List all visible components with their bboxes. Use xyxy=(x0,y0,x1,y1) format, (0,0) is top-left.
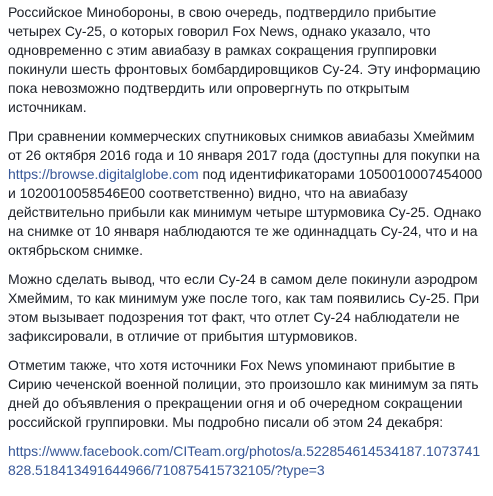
digitalglobe-link[interactable]: https://browse.digitalglobe.com xyxy=(8,166,199,182)
paragraph-satellite-text-start: При сравнении коммерческих спутниковых снимков авиабазы Хмеймим от 26 октября 2016 года и 10 января 2017 года (доступны для покупки на xyxy=(8,128,480,163)
paragraph-fox-news-sources: Отметим также, что хотя источники Fox News упоминают прибытие в Сирию чеченской военной полиции, это произошло как минимум за пять дней до объявления о прекращении огня и об очередном сокращении российской группировки. Мы подробно писали об этом 24 декабря: xyxy=(8,357,479,430)
paragraph-satellite-text-end: под идентификаторами 1050010007454000 и 1020010058546E00 соответственно) видно, что на авиабазу действительно прибыли как минимум четыре штурмовика Су-25. Однако на снимке от 10 января наблюдаются те же одиннадцать Су-24, что и на октябрьском снимке. xyxy=(8,166,483,258)
facebook-photo-link[interactable]: https://www.facebook.com/CITeam.org/photos/a.522854614534187.1073741828.518413491644966/710875415732105/?type=3 xyxy=(8,443,481,478)
paragraph-conclusion: Можно сделать вывод, что если Су-24 в самом деле покинули аэродром Хмеймим, то как минимум уже после того, как там появились Су-25. При этом вызывает подозрения тот факт, что отлет Су-24 наблюдатели не зафиксировали, в отличие от прибытия штурмовиков. xyxy=(8,271,480,344)
paragraph-facebook-link xyxy=(8,442,483,480)
paragraph-mod-confirmation: Российское Минобороны, в свою очередь, подтвердило прибытие четырех Су-25, о которых говорил Fox News, однако указало, что одновременно с этим авиабазу в рамках сокращения группировки покинули шесть фронтовых бомбардировщиков Су-24. Эту информацию пока невозможно подтвердить или опровергнуть по открытым источникам. xyxy=(8,4,481,115)
paragraph-satellite-comparison xyxy=(8,127,483,260)
